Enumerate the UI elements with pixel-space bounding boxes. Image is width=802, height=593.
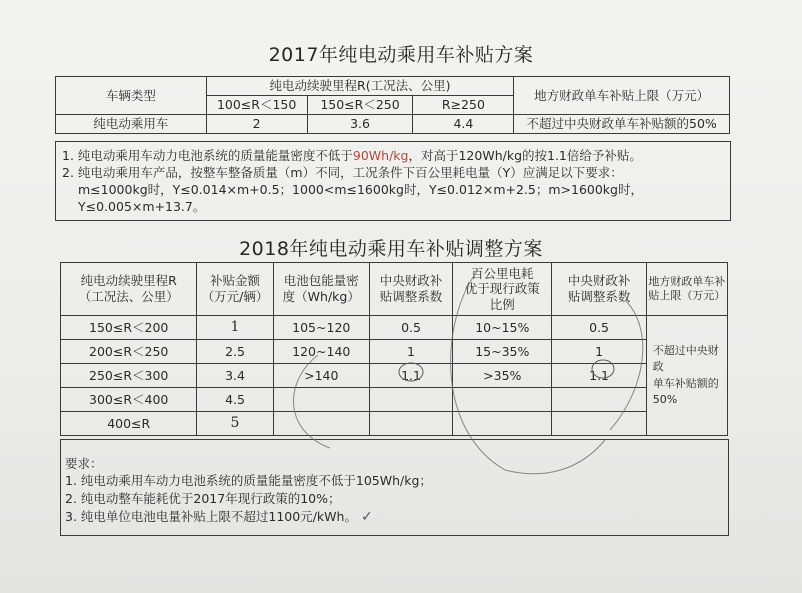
row-amount: 5 xyxy=(197,412,273,436)
header-2018-local-cap-l2: 贴上限（万元） xyxy=(648,289,726,302)
header-range-2: 150≤R＜250 xyxy=(307,96,413,115)
header-2018-amount-l1: 补贴金额 xyxy=(210,273,261,289)
local-cap-cell xyxy=(646,316,727,436)
table-row xyxy=(61,388,728,412)
header-2018-ratio-l3: 比例 xyxy=(489,296,515,312)
row-coef2: 1.1 xyxy=(552,364,646,388)
row-amount: 2.5 xyxy=(197,340,273,364)
header-2018-ratio-l1: 百公里电耗 xyxy=(471,265,534,281)
header-range-3: R≥250 xyxy=(413,96,514,115)
row-range: 300≤R＜400 xyxy=(61,388,197,412)
row-density xyxy=(273,412,369,436)
header-2018-coef1-l2: 贴调整系数 xyxy=(379,289,443,304)
local-cap-l3: 50% xyxy=(652,393,678,406)
header-range-group: 纯电动续驶里程R(工况法、公里) xyxy=(206,77,514,96)
row-vehicle-label: 纯电动乘用车 xyxy=(56,115,207,134)
note-2018-3-text: 3. 纯电单位电池电量补贴上限不超过1100元/kWh。 xyxy=(65,509,357,524)
header-2018-range xyxy=(61,263,197,316)
cell-value-3: 4.4 xyxy=(413,115,514,134)
row-coef1 xyxy=(369,388,452,412)
note-2017-2-line1: 2. 纯电动乘用车产品，按整车整备质量（m）不同，工况条件下百公里耗电量（Y）应满足以下要求： xyxy=(62,165,623,180)
notes-2017 xyxy=(55,141,731,221)
note-2017-1 xyxy=(62,146,642,164)
row-range: 400≤R xyxy=(61,412,197,436)
header-2018-coef1-l1: 中央财政补 xyxy=(379,273,443,289)
header-range-1: 100≤R＜150 xyxy=(206,96,307,115)
subsidy-table-2018 xyxy=(60,262,728,436)
table-row xyxy=(61,340,728,364)
row-ratio xyxy=(453,388,552,412)
table-row xyxy=(61,412,728,436)
local-cap-l1: 不超过中央财政 xyxy=(652,343,719,373)
row-ratio: 10~15% xyxy=(453,316,552,340)
row-coef1: 1 xyxy=(369,340,452,364)
note-2017-2-line3: Y≤0.005×m+13.7。 xyxy=(78,199,206,214)
header-local-cap: 地方财政单车补贴上限（万元） xyxy=(514,77,730,115)
title-2018: 2018年纯电动乘用车补贴调整方案 xyxy=(239,238,543,260)
row-range: 200≤R＜250 xyxy=(61,340,197,364)
row-amount: 1 xyxy=(197,316,273,340)
header-2018-amount xyxy=(197,263,273,316)
row-coef2 xyxy=(552,412,646,436)
row-amount: 3.4 xyxy=(197,364,273,388)
note-2018-1: 1. 纯电动乘用车动力电池系统的质量能量密度不低于105Wh/kg； xyxy=(65,473,432,488)
local-cap-l2: 单车补贴额的 xyxy=(652,376,719,390)
note-2018-2: 2. 纯电动整车能耗优于2017年现行政策的10%； xyxy=(65,491,341,506)
header-2018-ratio xyxy=(453,263,552,316)
row-range: 250≤R＜300 xyxy=(61,364,197,388)
header-2018-coef2 xyxy=(552,263,646,316)
note-2018-3 xyxy=(65,507,373,525)
header-2018-amount-l2: （万元/辆） xyxy=(201,289,269,304)
cell-value-2: 3.6 xyxy=(307,115,413,134)
note-2017-1-prefix: 1. 纯电动乘用车动力电池系统的质量能量密度不低于 xyxy=(62,148,353,163)
row-coef2 xyxy=(552,388,646,412)
note-2017-1-suffix: ，对高于120Wh/kg的按1.1倍给予补贴。 xyxy=(408,148,642,163)
header-vehicle-type: 车辆类型 xyxy=(56,77,207,115)
notes-2018-heading: 要求： xyxy=(65,456,103,471)
header-2018-density xyxy=(273,263,369,316)
header-2018-coef1 xyxy=(369,263,452,316)
row-density xyxy=(273,388,369,412)
row-ratio: 15~35% xyxy=(453,340,552,364)
row-coef1 xyxy=(369,412,452,436)
header-2018-density-l2: 度（Wh/kg） xyxy=(282,289,360,304)
title-2017: 2017年纯电动乘用车补贴方案 xyxy=(268,44,534,66)
header-2018-coef2-l1: 中央财政补 xyxy=(567,273,631,289)
row-density: >140 xyxy=(273,364,369,388)
row-amount: 4.5 xyxy=(197,388,273,412)
row-range: 150≤R＜200 xyxy=(61,316,197,340)
row-density: 105~120 xyxy=(273,316,369,340)
header-2018-local-cap xyxy=(646,263,727,316)
row-coef1: 1.1 xyxy=(369,364,452,388)
subsidy-table-2017 xyxy=(55,76,730,134)
header-2018-range-l2: （工况法、公里） xyxy=(78,289,179,304)
header-2018-range-l1: 纯电动续驶里程R xyxy=(80,273,177,289)
check-mark-icon: ✓ xyxy=(360,509,373,525)
row-coef1: 0.5 xyxy=(369,316,452,340)
header-2018-coef2-l2: 贴调整系数 xyxy=(567,289,631,304)
table-row xyxy=(61,316,728,340)
note-2017-2-line2: m≤1000kg时，Y≤0.014×m+0.5；1000<m≤1600kg时，Y≤0.012×m+2.5；m>1600kg时， xyxy=(78,182,643,197)
row-ratio: >35% xyxy=(453,364,552,388)
table-row xyxy=(61,364,728,388)
row-ratio xyxy=(453,412,552,436)
header-2018-ratio-l2: 优于现行政策 xyxy=(464,281,540,297)
row-coef2: 0.5 xyxy=(552,316,646,340)
header-2018-density-l1: 电池包能量密 xyxy=(283,273,359,289)
row-coef2: 1 xyxy=(552,340,646,364)
header-2018-local-cap-l1: 地方财政单车补 xyxy=(648,275,726,289)
row-density: 120~140 xyxy=(273,340,369,364)
note-2017-1-red: 90Wh/kg xyxy=(352,148,409,163)
cell-local-cap: 不超过中央财政单车补贴额的50% xyxy=(514,115,730,134)
notes-2018 xyxy=(60,439,729,536)
cell-value-1: 2 xyxy=(206,115,307,134)
